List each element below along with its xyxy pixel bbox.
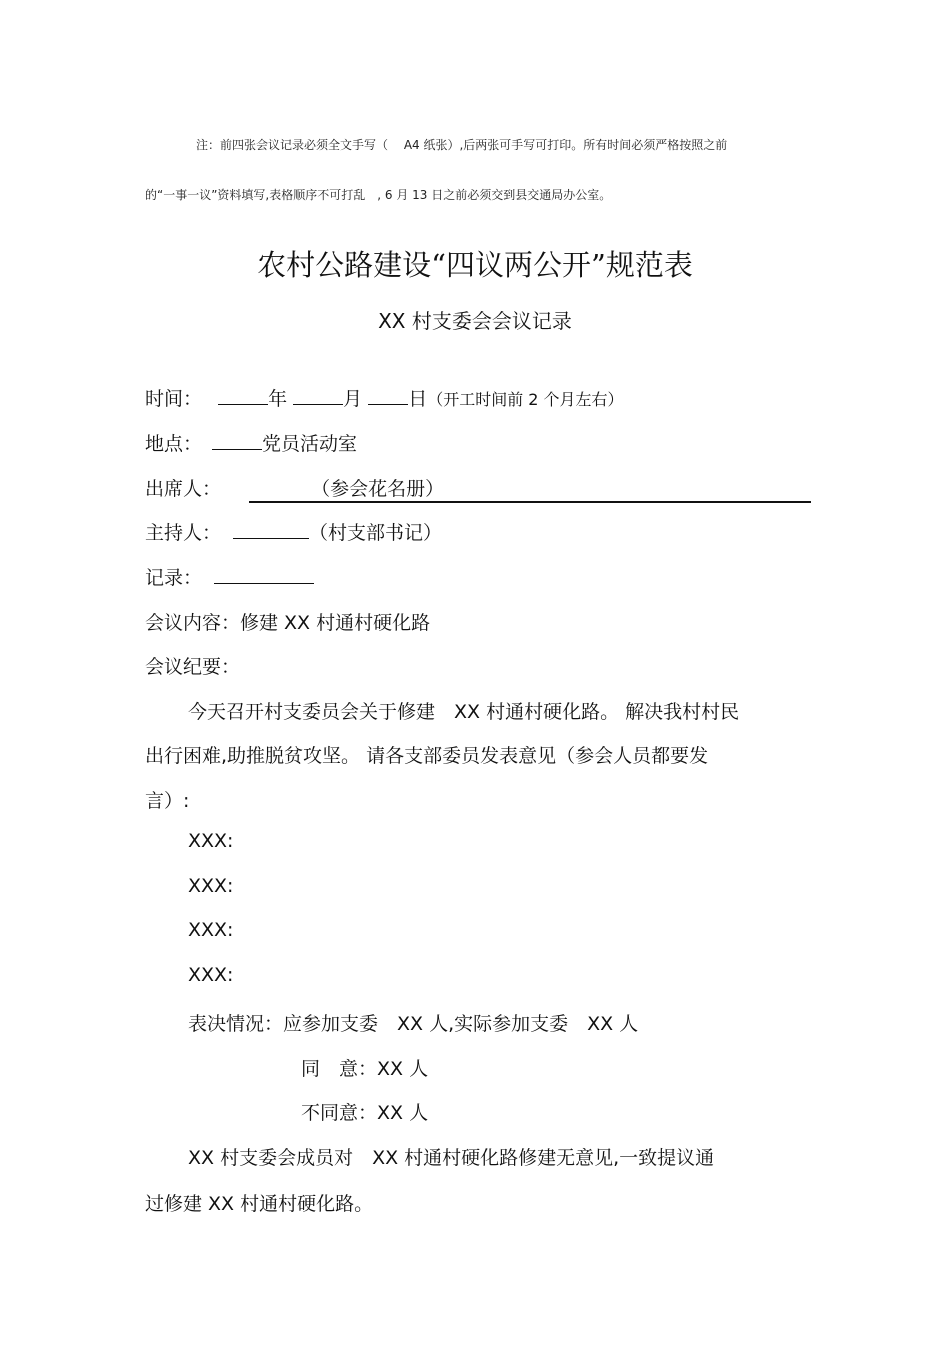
host-row: [145, 518, 442, 545]
host-label: 主持人：: [145, 522, 222, 544]
note-line-2: 的“一事一议”资料填写,表格顺序不可打乱 , 6 月 13 日之前必须交到县交通局办公室。: [145, 188, 612, 202]
time-hint: （开工时间前 2 个月左右）: [427, 390, 624, 409]
summary-label: 会议纪要：: [145, 656, 241, 678]
paragraph1-line1: 今天召开村支委员会关于修建 XX 村通村硬化路。 解决我村村民: [188, 701, 740, 723]
month-blank: [293, 386, 343, 405]
conclusion-line1: XX 村支委会成员对 XX 村通村硬化路修建无意见,一致提议通: [188, 1147, 715, 1169]
time-row: [145, 384, 624, 411]
host-blank: [233, 520, 309, 539]
year-label: 年: [268, 388, 288, 410]
vote-disagree: 不同意：XX 人: [301, 1102, 429, 1124]
paragraph1-line2: 出行困难,助推脱贫攻坚。 请各支部委员发表意见（参会人员都要发: [145, 745, 709, 767]
month-label: 月: [343, 388, 363, 410]
year-blank: [218, 386, 268, 405]
place-label: 地点：: [145, 433, 203, 455]
day-label: 日: [408, 388, 428, 410]
vote-line: 表决情况：应参加支委 XX 人,实际参加支委 XX 人: [188, 1013, 639, 1035]
place-value: 党员活动室: [262, 433, 358, 455]
place-row: [145, 429, 357, 456]
speaker-3: XXX:: [188, 919, 234, 941]
attendees-row: [145, 474, 811, 503]
page-subtitle: XX 村支委会会议记录: [378, 309, 572, 333]
speaker-4: XXX:: [188, 964, 234, 986]
recorder-row: [145, 563, 314, 590]
time-label: 时间：: [145, 388, 203, 410]
recorder-blank: [214, 565, 314, 584]
vote-agree: 同 意：XX 人: [301, 1058, 429, 1080]
page-title: 农村公路建设“四议两公开”规范表: [257, 248, 693, 282]
recorder-label: 记录：: [145, 567, 203, 589]
meeting-content: 会议内容：修建 XX 村通村硬化路: [145, 612, 431, 634]
attendees-value: （参会花名册）: [249, 474, 811, 503]
speaker-1: XXX:: [188, 830, 234, 852]
paragraph1-line3: 言）:: [145, 790, 190, 812]
host-value: （村支部书记）: [309, 522, 443, 544]
place-blank: [212, 431, 262, 450]
day-blank: [368, 386, 408, 405]
speaker-2: XXX:: [188, 875, 234, 897]
attendees-label: 出席人：: [145, 478, 222, 500]
conclusion-line2: 过修建 XX 村通村硬化路。: [145, 1193, 374, 1215]
note-line-1: 注：前四张会议记录必须全文手写（ A4 纸张）,后两张可手写可打印。所有时间必须严格按照之前: [196, 138, 728, 152]
